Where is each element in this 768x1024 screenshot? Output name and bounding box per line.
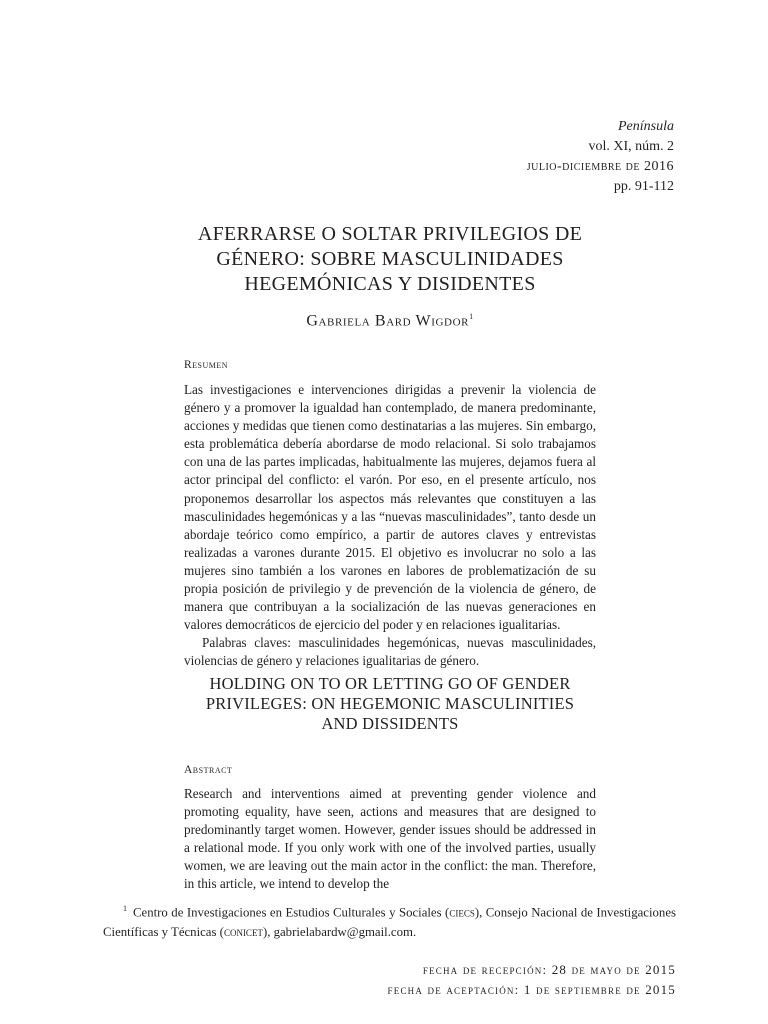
accepted-date: fecha de aceptación: 1 de septiembre de 2015 bbox=[387, 981, 676, 997]
received-date: fecha de recepción: 28 de mayo de 2015 bbox=[422, 962, 676, 977]
author-text: Gabriela Bard Wigdor bbox=[306, 312, 470, 330]
keywords-paragraph: Palabras claves: masculinidades hegemónicas, nuevas masculinidades, violencias de género y relaciones igualitarias de género. bbox=[184, 635, 596, 669]
resumen-heading: Resumen bbox=[184, 359, 229, 371]
article-title-english bbox=[150, 674, 630, 734]
footnote-text-b: ), Consejo Nacional de Investigaciones Científicas y Técnicas ( bbox=[103, 905, 676, 939]
footnote-mark: 1 bbox=[123, 904, 127, 913]
footnote bbox=[103, 899, 676, 942]
title-es-line: GÉNERO: SOBRE MASCULINIDADES bbox=[216, 248, 564, 270]
title-en-line: PRIVILEGES: ON HEGEMONIC MASCULINITIES bbox=[205, 694, 575, 713]
journal-volume: vol. XI, núm. 2 bbox=[588, 139, 674, 154]
journal-name: Península bbox=[618, 119, 674, 134]
footnote-abbr-ciecs: ciecs bbox=[449, 905, 475, 920]
footnote-text-c: ), gabrielabardw@gmail.com. bbox=[262, 924, 417, 939]
title-es-line: HEGEMÓNICAS Y DISIDENTES bbox=[244, 273, 536, 295]
author-name bbox=[150, 312, 630, 330]
journal-period: julio-diciembre de 2016 bbox=[526, 159, 674, 174]
abstract-paragraph: Research and interventions aimed at preventing gender violence and promoting equality, have seen, actions and measures that are designed to predominantly target women. However, gender issues should be addressed in a relational mode. If you only work with one of the involved parties, usually women, we are leaving out the main actor in the conflict: the man. Therefore, in this article, we intend to develop the bbox=[184, 786, 596, 892]
abstract-body bbox=[184, 785, 596, 894]
article-title-spanish bbox=[150, 222, 630, 297]
title-en-line: HOLDING ON TO OR LETTING GO OF GENDER bbox=[209, 674, 571, 693]
title-en-line: AND DISSIDENTS bbox=[321, 714, 459, 733]
footnote-abbr-conicet: conicet bbox=[223, 924, 263, 939]
author-footnote-mark: 1 bbox=[469, 312, 474, 321]
footnote-text-a: Centro de Investigaciones en Estudios Culturales y Sociales ( bbox=[133, 905, 450, 920]
journal-header bbox=[527, 117, 674, 197]
resumen-body bbox=[184, 381, 596, 671]
abstract-heading: Abstract bbox=[184, 764, 233, 776]
title-es-line: AFERRARSE O SOLTAR PRIVILEGIOS DE bbox=[197, 223, 583, 245]
journal-pages: pp. 91-112 bbox=[613, 179, 674, 194]
resumen-paragraph: Las investigaciones e intervenciones dirigidas a prevenir la violencia de género y a promover la igualdad han contemplado, de manera predominante, acciones y medidas que tienen como destinatarias a las mujeres. Sin embargo, esta problemática debería abordarse de modo relacional. Si solo trabajamos con una de las partes implicadas, habitualmente las mujeres, dejamos fuera al actor principal del conflicto: el varón. Por eso, en el presente artículo, nos proponemos desarrollar los aspectos más relevantes que constituyen a las masculinidades hegemónicas y a las “nuevas masculinidades”, tanto desde un abordaje teórico como empírico, a partir de autores claves y entrevistas realizadas a varones durante 2015. El objetivo es involucrar no solo a las mujeres sino también a los varones en labores de problematización de su propia posición de privilegio y de prevención de la violencia de género, de manera que contribuyan a la socialización de las nuevas generaciones en valores democráticos de ejercicio del poder y en relaciones igualitarias. bbox=[184, 382, 596, 633]
submission-dates bbox=[388, 960, 676, 999]
